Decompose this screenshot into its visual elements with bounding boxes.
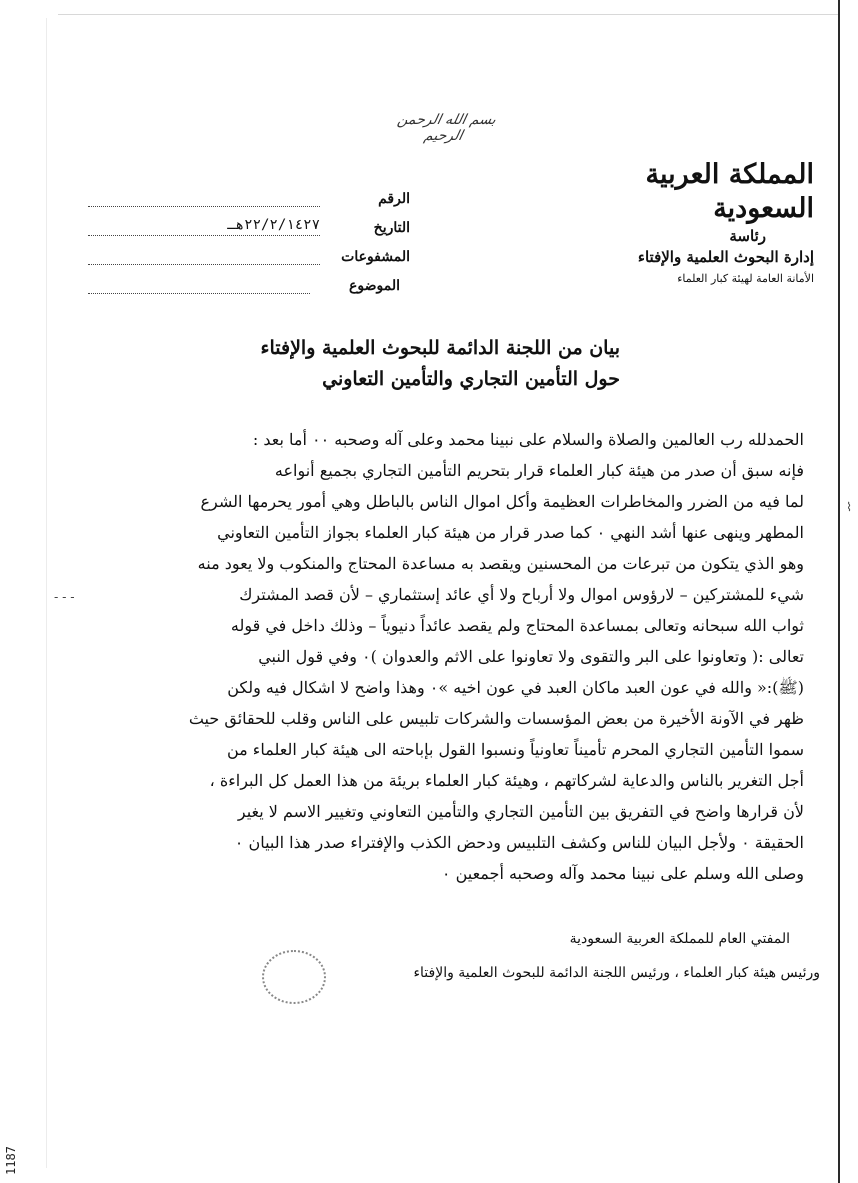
- reference-date-value: ٢٢/٢/١٤٢٧هـ: [88, 217, 320, 236]
- letterhead-secretariat: الأمانة العامة لهيئة كبار العلماء: [677, 272, 814, 285]
- body-line: شيء للمشتركين – لارؤوس اموال ولا أرباح ولا أي عائد إستثماري – لأن قصد المشترك: [239, 585, 804, 604]
- official-seal: [262, 950, 326, 1004]
- reference-subject-label: الموضوع: [349, 278, 400, 294]
- letterhead: [574, 158, 814, 290]
- reference-number-value: [88, 188, 320, 207]
- document-body: [104, 424, 804, 889]
- basmala: بسم الله الرحمن الرحيم: [395, 112, 498, 144]
- reference-number-row: [80, 178, 410, 207]
- reference-attachments-row: [80, 236, 410, 265]
- body-line: ظهر في الآونة الأخيرة من بعض المؤسسات والشركات تلبيس على الناس وقلب للحقائق حيث: [188, 709, 804, 728]
- reference-attachments-value: [88, 246, 320, 265]
- body-line: الحقيقة ٠ ولأجل البيان للناس وكشف التلبيس ودحض الكذب والإفتراء صدر هذا البيان ٠: [234, 833, 804, 852]
- body-line: وهو الذي يتكون من تبرعات من المحسنين ويقصد به مساعدة المحتاج والمنكوب ولا يعود منه: [197, 554, 804, 573]
- reference-date-label: التاريخ: [373, 220, 410, 236]
- reference-attachments-label: المشفوعات: [341, 249, 410, 265]
- body-line: (ﷺ):« والله في عون العبد ماكان العبد في عون اخيه »٠ وهذا واضح لا اشكال فيه ولكن: [227, 678, 804, 697]
- scan-left-edge: [0, 18, 47, 1168]
- margin-mark: - - -: [54, 590, 75, 604]
- body-line: المطهر وينهى عنها أشد النهي ٠ كما صدر قرار من هيئة كبار العلماء بجواز التأمين التعاوني: [217, 523, 804, 542]
- body-line: لأن قرارها واضح في التفريق بين التأمين التجاري والتأمين التعاوني وتغيير الاسم لا يغير: [237, 802, 804, 821]
- signature-line-2: ورئيس هيئة كبار العلماء ، ورئيس اللجنة الدائمة للبحوث العلمية والإفتاء: [413, 965, 820, 981]
- body-line: الحمدلله رب العالمين والصلاة والسلام على نبينا محمد وعلى آله وصحبه ٠٠ أما بعد :: [252, 430, 804, 449]
- signature-line-1: المفتي العام للمملكة العربية السعودية: [569, 931, 790, 947]
- letterhead-admin: إدارة البحوث العلمية والإفتاء: [637, 248, 814, 266]
- body-line: تعالى :( وتعاونوا على البر والتقوى ولا تعاونوا على الاثم والعدوان )٠ وفي قول النبي: [258, 647, 804, 666]
- reference-date-row: [80, 207, 410, 236]
- reference-subject-row: [80, 265, 410, 294]
- title-line-1: بيان من اللجنة الدائمة للبحوث العلمية والإفتاء: [260, 337, 620, 359]
- signature-block: [280, 922, 820, 990]
- page-number: 1187: [4, 1146, 18, 1175]
- scan-right-edge: [838, 0, 840, 1183]
- body-line: ثواب الله سبحانه وتعالى بمساعدة المحتاج ولم يقصد عائداً دنيوياً – وذلك داخل في قوله: [230, 616, 804, 635]
- title-line-2: حول التأمين التجاري والتأمين التعاوني: [322, 368, 620, 390]
- body-line: وصلى الله وسلم على نبينا محمد وآله وصحبه أجمعين ٠: [441, 864, 804, 883]
- reference-subject-value: [88, 275, 310, 294]
- margin-mark: ⌇: [846, 500, 852, 514]
- scan-top-edge: [58, 0, 838, 15]
- document-title: [200, 333, 620, 395]
- body-line: لما فيه من الضرر والمخاطرات العظيمة وأكل اموال الناس بالباطل وهي أمور يحرمها الشرع: [200, 492, 804, 511]
- letterhead-kingdom: المملكة العربية السعودية: [645, 159, 814, 224]
- reference-number-label: الرقم: [378, 191, 410, 207]
- body-line: سموا التأمين التجاري المحرم تأميناً تعاونياً ونسبوا القول بإباحته الى هيئة كبار العلماء من: [226, 740, 804, 759]
- body-line: أجل التغرير بالناس والدعاية لشركاتهم ، وهيئة كبار العلماء بريئة من هذا العمل كل البراءة ،: [209, 771, 804, 790]
- letterhead-presidency: رئاسة: [729, 227, 766, 245]
- body-line: فإنه سبق أن صدر من هيئة كبار العلماء قرار بتحريم التأمين التجاري بجميع أنواعه: [274, 461, 804, 480]
- reference-fields: [80, 178, 410, 294]
